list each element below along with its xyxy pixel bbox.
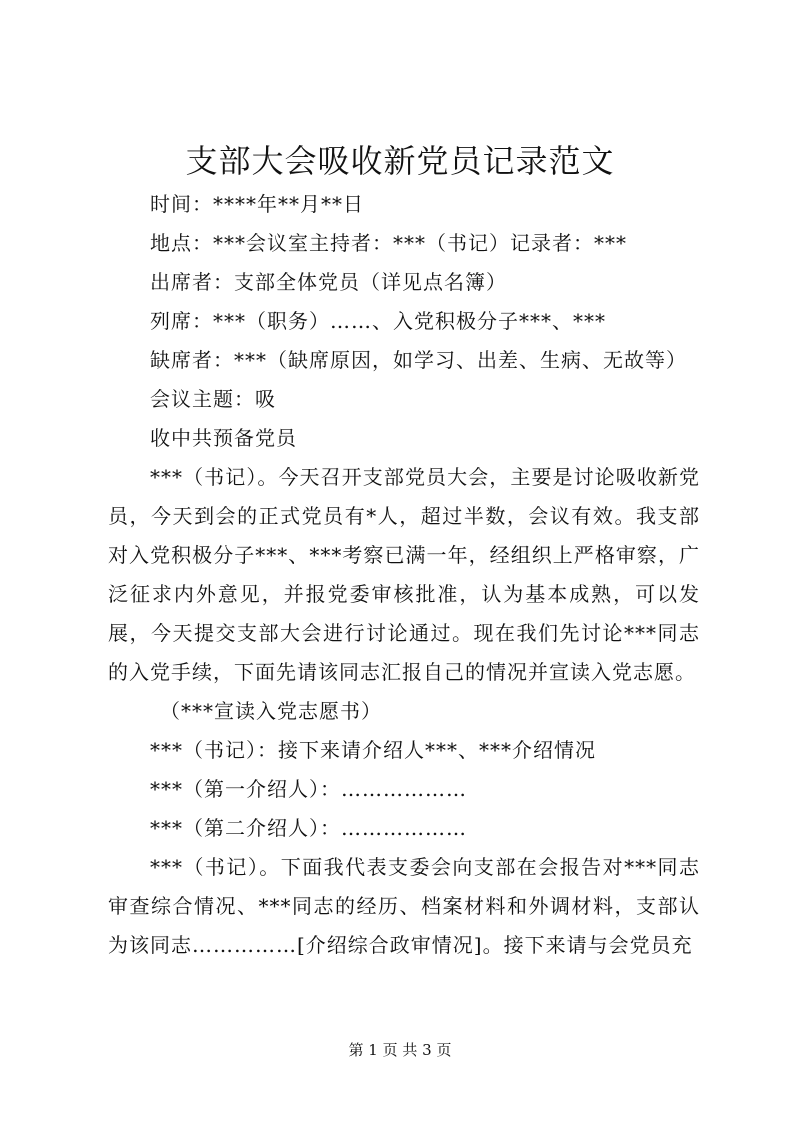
attendees-line: 出席者：支部全体党员（详见点名簿） — [150, 270, 507, 294]
paragraph-opening: ***（书记）。今天召开支部党员大会，主要是讨论吸收新党员，今天到会的正式党员有*人，超过半数，会议有效。我支部对入党积极分子***、***考察已满一年，经组织上严格审察，广泛征求内外意见，并报党委审核批准，认为基本成熟，可以发展，今天提交支部大会进行讨论通过。现在我们先讨论***同志的入党手续，下面先请该同志汇报自己的情况并宣读入党志愿。 — [108, 465, 700, 684]
topic-line-2: 收中共预备党员 — [150, 426, 297, 450]
second-introducer-line: ***（第二介绍人）：……………… — [150, 816, 467, 840]
paragraph-review: ***（书记）。下面我代表支委会向支部在会报告对***同志审查综合情况、***同志的经历、档案材料和外调材料，支部认为该同志……………[介绍综合政审情况]。接下来请与会党员充 — [108, 855, 700, 957]
document-body — [108, 185, 700, 965]
meeting-place-line: 地点：***会议室主持者：***（书记）记录者：*** — [150, 231, 627, 255]
topic-line-1: 会议主题：吸 — [150, 387, 276, 411]
reading-note: （***宣读入党志愿书） — [160, 699, 382, 723]
secretary-intro-line: ***（书记）：接下来请介绍人***、***介绍情况 — [150, 738, 596, 762]
document-title: 支部大会吸收新党员记录范文 — [185, 142, 615, 180]
observers-line: 列席：***（职务）……、入党积极分子***、*** — [150, 309, 606, 333]
page-footer: 第 1 页 共 3 页 — [348, 1041, 452, 1059]
absentees-line: 缺席者：***（缺席原因，如学习、出差、生病、无故等） — [150, 348, 687, 372]
meeting-time-line: 时间：****年**月**日 — [150, 192, 364, 216]
first-introducer-line: ***（第一介绍人）：……………… — [150, 777, 467, 801]
